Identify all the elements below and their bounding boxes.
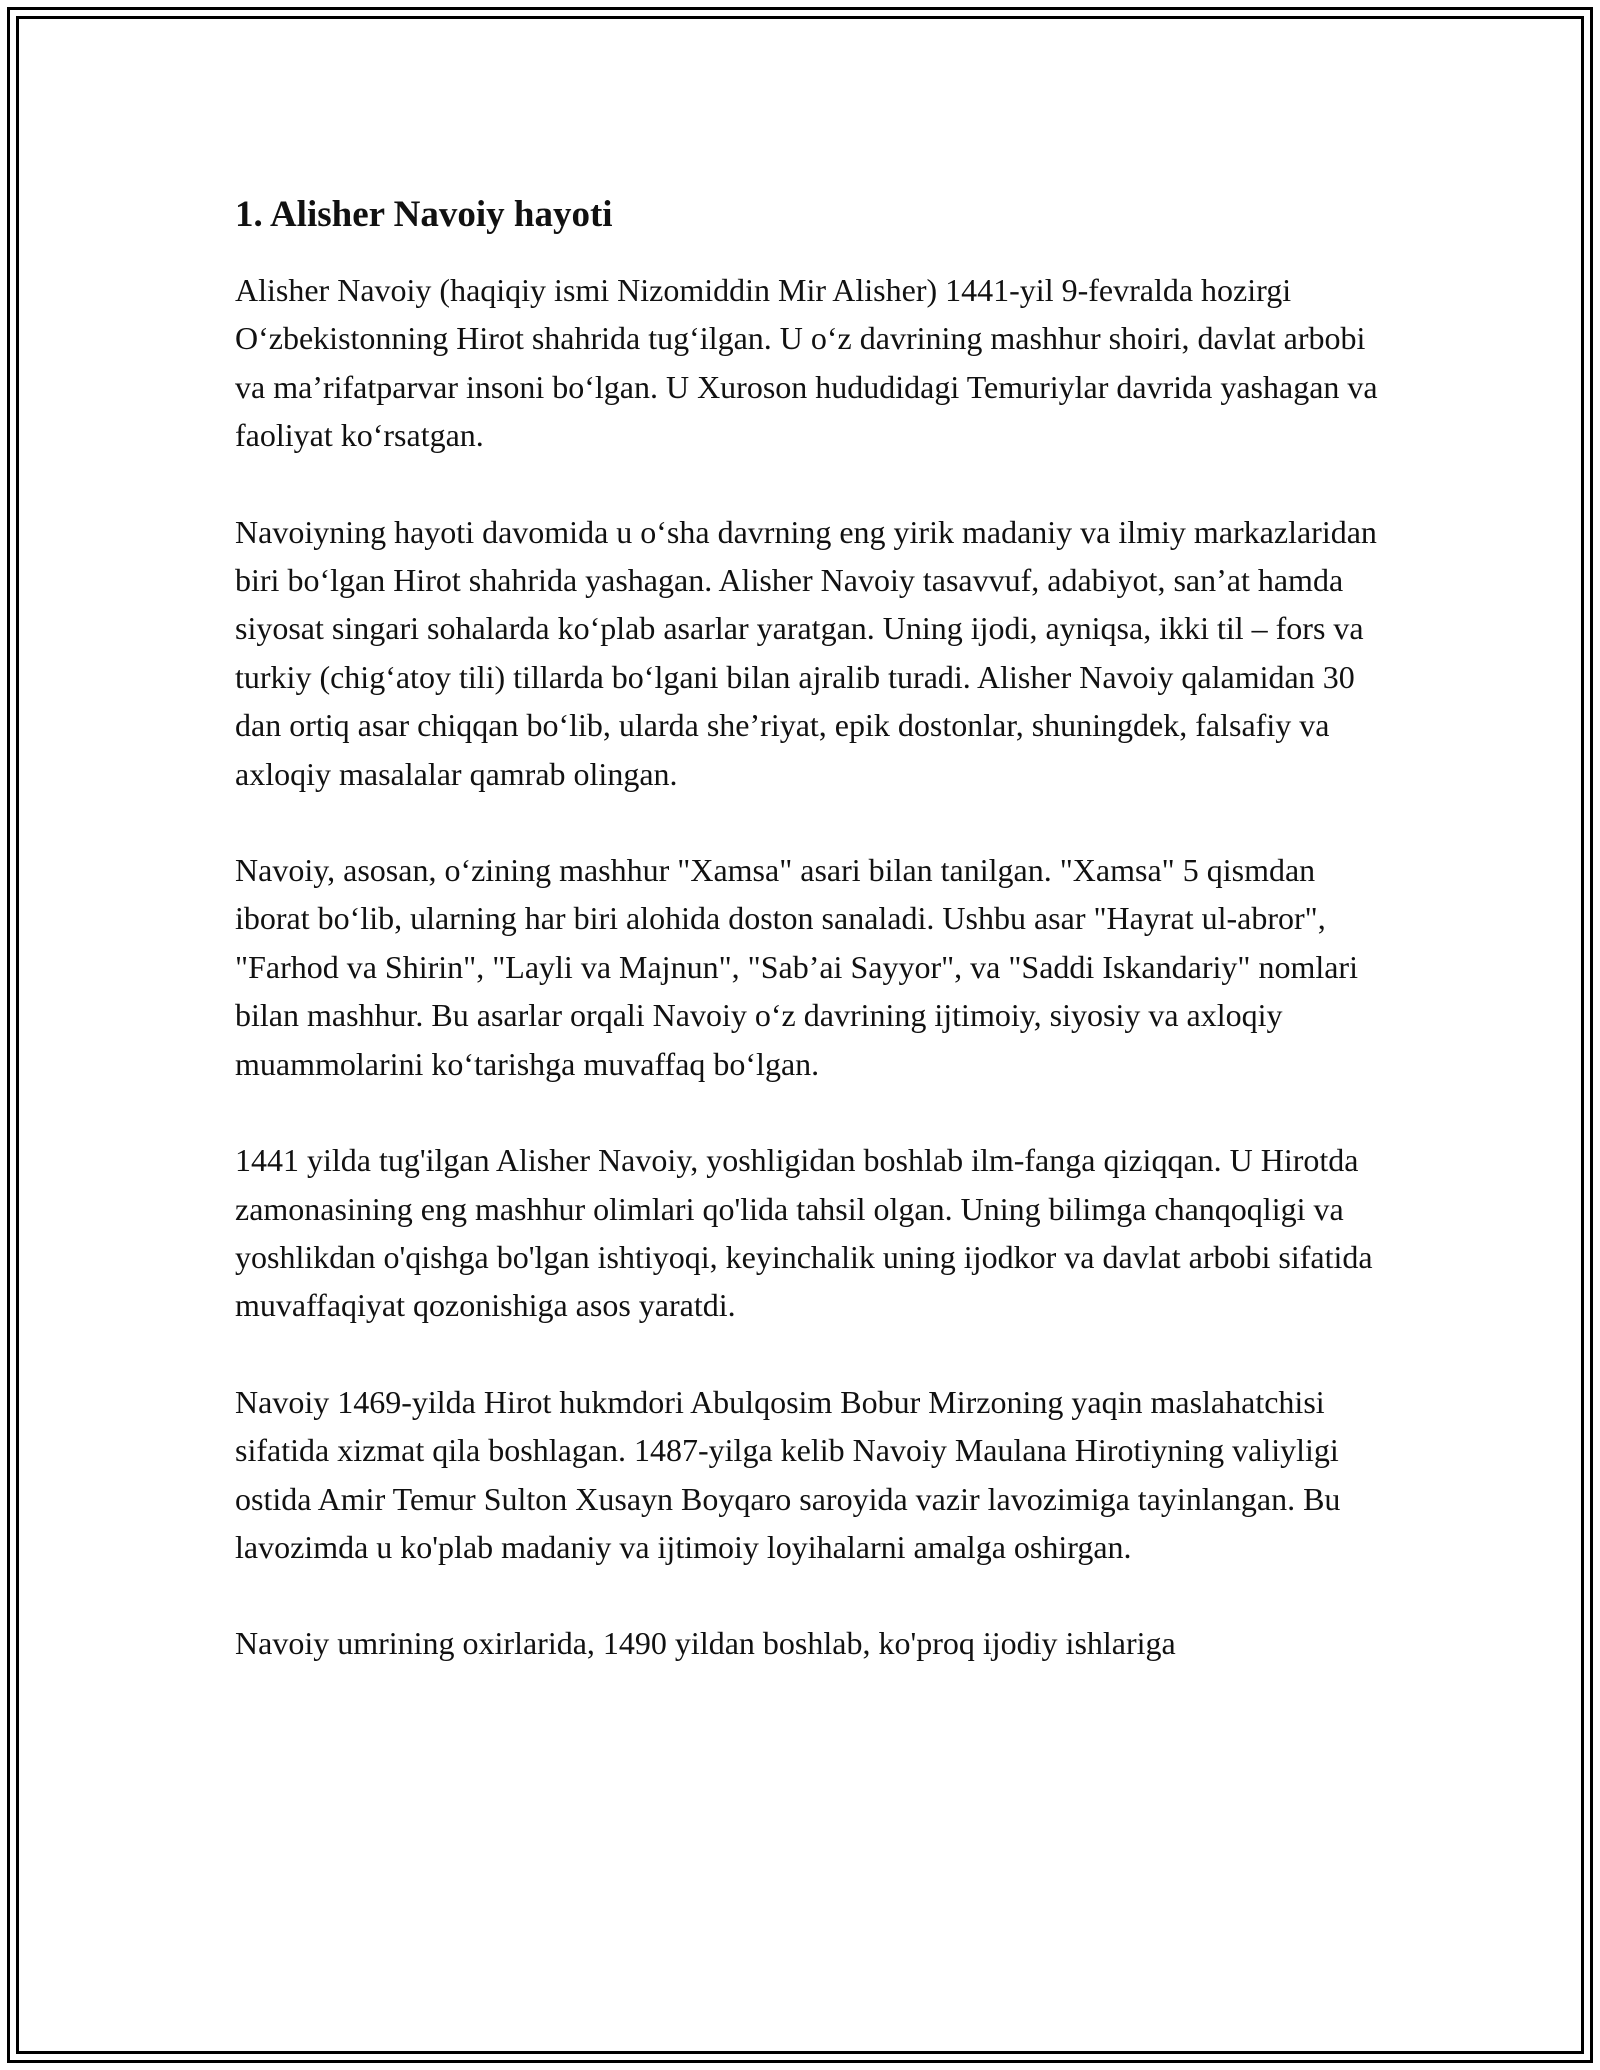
paragraph-xamsa: Navoiy, asosan, o‘zining mashhur "Xamsa" asari bilan tanilgan. "Xamsa" 5 qismdan iborat bo‘lib, ularning har biri alohida doston sanaladi. Ushbu asar "Hayrat ul-abror", "Farhod va Shirin", "Layli va Majnun", "Sab’ai Sayyor", va "Saddi Iskandariy" nomlari bilan mashhur. Bu asarlar orqali Navoiy o‘z davrining ijtimoiy, siyosiy va axloqiy muammolarini ko‘tarishga muvaffaq bo‘lgan. [235,852,1358,1082]
document-body [235,190,1380,1716]
paragraph-herat-works: Navoiyning hayoti davomida u o‘sha davrning eng yirik madaniy va ilmiy markazlaridan biri bo‘lgan Hirot shahrida yashagan. Alisher Navoiy tasavvuf, adabiyot, san’at hamda siyosat singari sohalarda ko‘plab asarlar yaratgan. Uning ijodi, ayniqsa, ikki til – fors va turkiy (chig‘atoy tili) tillarda bo‘lgani bilan ajralib turadi. Alisher Navoiy qalamidan 30 dan ortiq asar chiqqan bo‘lib, ularda she’riyat, epik dostonlar, shuningdek, falsafiy va axloqiy masalalar qamrab olingan. [235,513,1377,792]
section-heading: 1. Alisher Navoiy hayoti [235,194,613,235]
paragraph-education: 1441 yilda tug'ilgan Alisher Navoiy, yoshligidan boshlab ilm-fanga qiziqqan. U Hirotda zamonasining eng mashhur olimlari qo'lida tahsil olgan. Uning bilimga chanqoqligi va yoshlikdan o'qishga bo'lgan ishtiyoqi, keyinchalik uning ijodkor va davlat arbobi sifatida muvaffaqiyat qozonishiga asos yaratdi. [235,1142,1373,1324]
paragraph-career: Navoiy 1469-yilda Hirot hukmdori Abulqosim Bobur Mirzoning yaqin maslahatchisi sifatida xizmat qila boshlagan. 1487-yilga kelib Navoiy Maulana Hirotiyning valiyligi ostida Amir Temur Sulton Xusayn Boyqaro saroyida vazir lavozimiga tayinlangan. Bu lavozimda u ko'plab madaniy va ijtimoiy loyihalarni amalga oshirgan. [235,1383,1341,1565]
paragraph-birth: Alisher Navoiy (haqiqiy ismi Nizomiddin Mir Alisher) 1441-yil 9-fevralda hozirgi O‘zbekistonning Hirot shahrida tug‘ilgan. U o‘z davrining mashhur shoiri, davlat arbobi va ma’rifatparvar insoni bo‘lgan. U Xuroson hududidagi Temuriylar davrida yashagan va faoliyat ko‘rsatgan. [235,272,1378,454]
paragraph-late-life: Navoiy umrining oxirlarida, 1490 yildan boshlab, ko'proq ijodiy ishlariga [235,1625,1176,1662]
